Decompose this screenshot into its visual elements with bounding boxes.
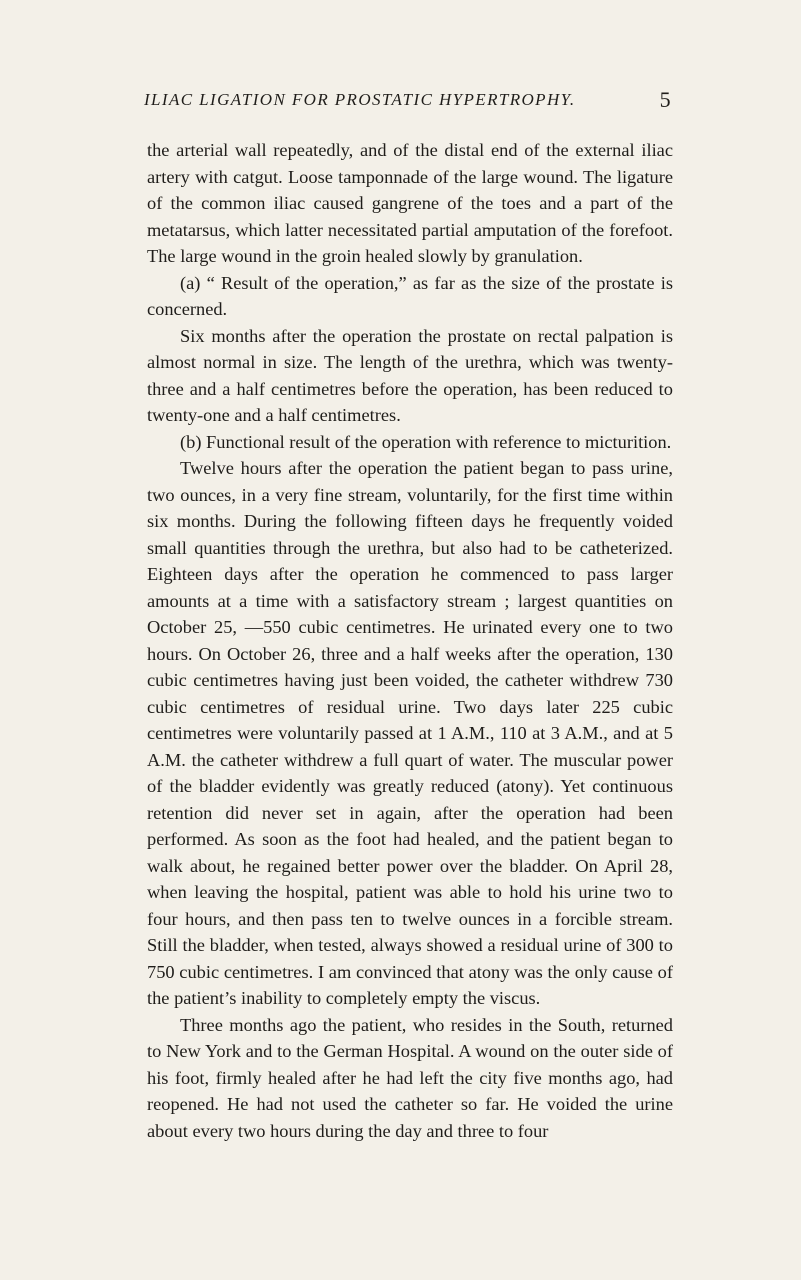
running-head [144, 84, 672, 116]
paragraph-six-months: Six months after the operation the prostate on rectal palpation is almost normal in size. The length of the urethra, which was twenty-three and a half centimetres before the operation, has been reduced to twenty-one and a half centimetres. [147, 325, 673, 425]
paragraph-three-months: Three months ago the patient, who resides in the South, returned to New York and to the German Hospital. A wound on the outer side of his foot, firmly healed after he had left the city five months ago, had reopened. He had not used the catheter so far. He voided the urine about every two hours during the day and three to four [147, 1014, 673, 1141]
paragraph-result-size: (a) “ Result of the operation,” as far as the size of the prostate is concerned. [147, 272, 673, 319]
body-text [147, 137, 673, 1144]
running-title: ILIAC LIGATION FOR PROSTATIC HYPERTROPHY. [144, 90, 576, 109]
paragraph-functional-result: (b) Functional result of the operation with reference to micturition. [180, 431, 672, 452]
paragraph-twelve-hours: Twelve hours after the operation the patient began to pass urine, two ounces, in a very fine stream, voluntarily, for the first time within six months. During the following fifteen days he frequently voided small quantities through the urethra, but also had to be catheterized. Eighteen days after the operation he commenced to pass larger amounts at a time with a satisfactory stream ; largest quantities on October 25, —550 cubic centimetres. He urinated every one to two hours. On October 26, three and a half weeks after the operation, 130 cubic centimetres having just been voided, the catheter withdrew 730 cubic centimetres of residual urine. Two days later 225 cubic centimetres were voluntarily passed at 1 A.M., 110 at 3 A.M., and at 5 A.M. the catheter withdrew a full quart of water. The muscular power of the bladder evidently was greatly reduced (atony). Yet continuous retention did never set in again, after the operation had been performed. As soon as the foot had healed, and the patient began to walk about, he regained better power over the bladder. On April 28, when leaving the hospital, patient was able to hold his urine two to four hours, and then pass ten to twelve ounces in a forcible stream. Still the bladder, when tested, always showed a residual urine of 300 to 750 cubic centimetres. I am convinced that atony was the only cause of the patient’s inability to completely empty the viscus. [147, 458, 673, 1008]
page-number: 5 [659, 87, 672, 112]
paragraph-continuation: the arterial wall repeatedly, and of the distal end of the external iliac artery with catgut. Loose tamponnade of the large wound. The ligature of the common iliac caused gangrene of the toes and a part of the metatarsus, which latter necessitated partial amputation of the forefoot. The large wound in the groin healed slowly by granulation. [147, 140, 673, 266]
